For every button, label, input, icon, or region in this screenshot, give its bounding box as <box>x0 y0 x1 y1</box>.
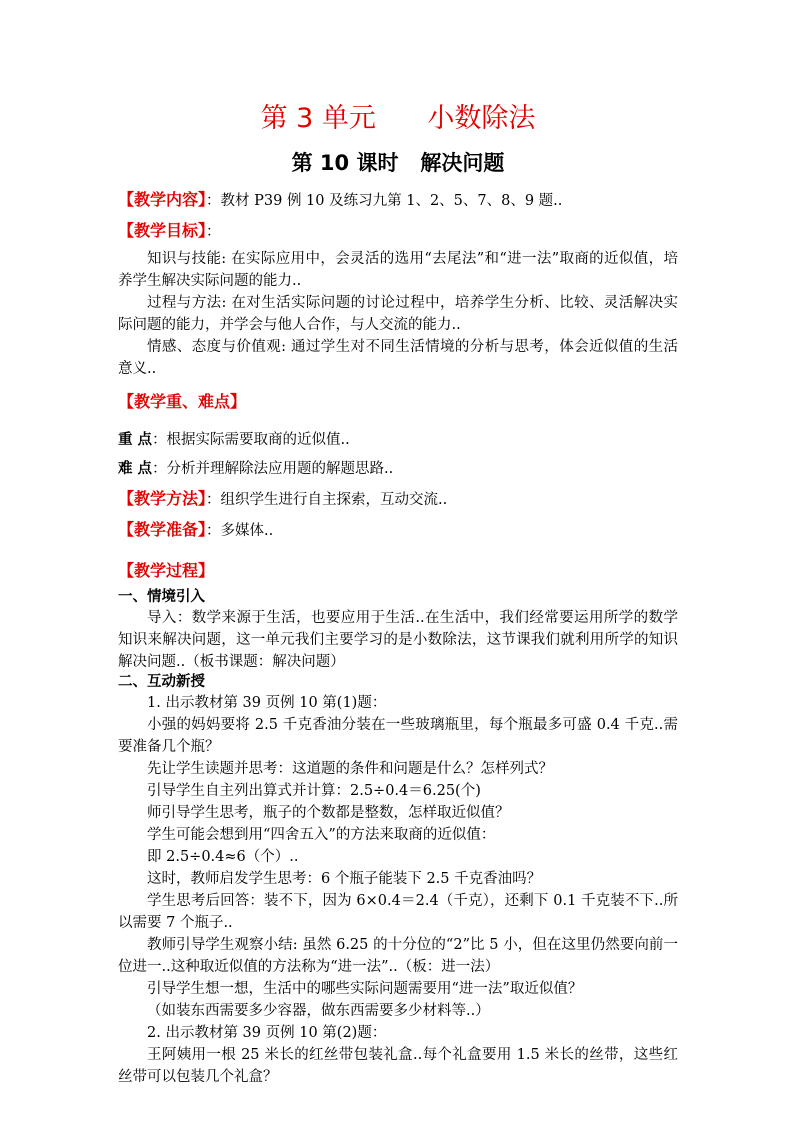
example-1-step-question: 这时，教师启发学生思考：6 个瓶子能装下 2.5 千克香油吗？ <box>147 871 542 887</box>
difficult-point-line <box>118 456 678 483</box>
method-text: ：组织学生进行自主探索，互动交流.. <box>206 492 448 508</box>
content-label: 【教学内容】 <box>118 190 207 209</box>
difficult-point-label: 难 点 <box>118 461 153 477</box>
section-heading-intro: 一、情境引入 <box>118 589 205 605</box>
prep-line <box>118 516 678 545</box>
unit-title: 第 3 单元 小数除法 <box>260 103 536 134</box>
section-heading-new-lesson: 二、互动新授 <box>118 674 205 690</box>
process-label: 【教学过程】 <box>118 561 215 580</box>
example-1-examples: （如装东西需要多少容器，做东西需要多少材料等..） <box>147 1003 490 1019</box>
key-point-label: 重 点 <box>118 432 153 448</box>
example-1-step-calc: 引导学生自主列出算式并计算：2.5÷0.4＝6.25(个) <box>147 783 481 799</box>
example-2-title: 2. 出示教材第 39 页例 10 第(2)题： <box>147 1025 387 1041</box>
lesson-plan-page <box>118 98 678 1088</box>
objectives-label: 【教学目标】 <box>118 221 207 240</box>
example-1-step-approx: 即 2.5÷0.4≈6（个）.. <box>147 849 299 865</box>
example-1-title: 1. 出示教材第 39 页例 10 第(1)题： <box>147 695 387 711</box>
example-1-step-round: 学生可能会想到用“四舍五入”的方法来取商的近似值： <box>147 827 496 843</box>
prep-text: ：多媒体.. <box>206 523 274 539</box>
key-points-label: 【教学重、难点】 <box>118 392 247 411</box>
process-heading <box>118 557 678 586</box>
method-line <box>118 485 678 514</box>
example-1-step-read: 先让学生读题并思考：这道题的条件和问题是什么？怎样列式？ <box>147 761 553 777</box>
content-line <box>118 186 678 215</box>
lesson-title: 第 10 课时 解决问题 <box>291 151 505 175</box>
key-points-heading <box>118 388 678 417</box>
objective-process: 过程与方法: 在对生活实际问题的讨论过程中，培养学生分析、比较、灵活解决实际问题的能力，并学会与他人合作，与人交流的能力.. <box>118 295 678 333</box>
prep-label: 【教学准备】 <box>118 520 207 539</box>
content-text: ：教材 P39 例 10 及练习九第 1、2、5、7、8、9 题.. <box>206 193 563 209</box>
difficult-point-text: ：分析并理解除法应用题的解题思路.. <box>152 461 394 477</box>
objectives-heading <box>118 217 678 246</box>
example-1-problem: 小强的妈妈要将 2.5 千克香油分装在一些玻璃瓶里，每个瓶最多可盛 0.4 千克..需要准备几个瓶？ <box>118 717 678 755</box>
example-2-problem: 王阿姨用一根 25 米长的红丝带包装礼盒..每个礼盒要用 1.5 米长的丝带，这些红丝带可以包装几个礼盒？ <box>118 1047 678 1085</box>
objective-attitude: 情感、态度与价值观: 通过学生对不同生活情境的分析与思考，体会近似值的生活意义.. <box>118 339 678 377</box>
example-1-step-answer: 学生思考后回答：装不下，因为 6×0.4＝2.4（千克），还剩下 0.1 千克装不下..所以需要 7 个瓶子.. <box>118 893 678 931</box>
example-1-summary: 教师引导学生观察小结: 虽然 6.25 的十分位的“2”比 5 小，但在这里仍然要向前一位进一..这种取近似值的方法称为“进一法”..（板：进一法） <box>118 937 678 975</box>
example-1-reflect: 引导学生想一想，生活中的哪些实际问题需要用“进一法”取近似值？ <box>147 981 583 997</box>
key-point-text: ：根据实际需要取商的近似值.. <box>152 432 350 448</box>
objectives-colon: ： <box>206 224 221 240</box>
example-1-step-think: 师引导学生思考，瓶子的个数都是整数，怎样取近似值？ <box>147 805 510 821</box>
method-label: 【教学方法】 <box>118 489 207 508</box>
objective-knowledge: 知识与技能: 在实际应用中，会灵活的选用“去尾法”和“进一法”取商的近似值，培养学生解决实际问题的能力.. <box>118 251 678 289</box>
key-point-line <box>118 427 678 454</box>
intro-paragraph: 导入：数学来源于生活，也要应用于生活..在生活中，我们经常要运用所学的数学知识来解决问题，这一单元我们主要学习的是小数除法，这节课我们就利用所学的知识解决问题..（板书课题：解决问题） <box>118 610 678 670</box>
